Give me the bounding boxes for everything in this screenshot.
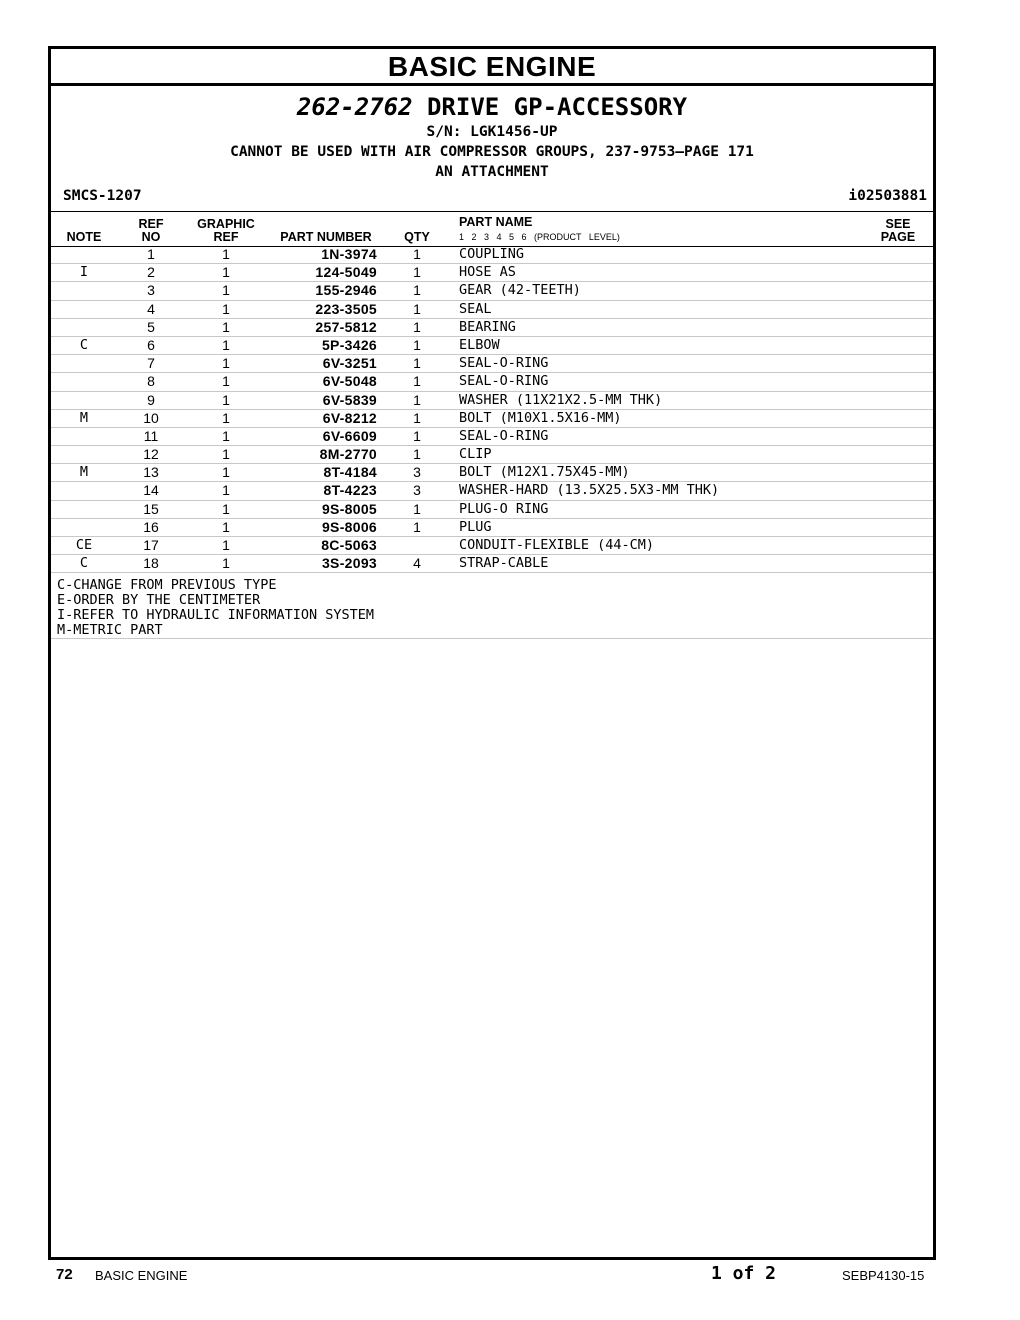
row-part-name: PLUG-O RING [459,500,549,517]
row-ref-no: 17 [143,537,159,553]
row-graphic-ref: 1 [222,409,230,426]
row-part-number: 1N-3974 [321,246,377,262]
row-graphic-ref: 1 [222,482,230,499]
col-qty: QTY [404,230,430,244]
row-ref-no: 18 [143,555,159,572]
section-title: BASIC ENGINE [51,49,933,86]
row-part-name: HOSE AS [459,264,516,281]
row-graphic-ref: 1 [222,537,230,553]
row-qty: 1 [413,355,421,372]
row-part-number: 257-5812 [315,318,377,335]
col-part-name: PART NAME [459,215,533,229]
row-graphic-ref: 1 [222,300,230,317]
row-ref-no: 14 [143,482,159,499]
notes-divider [51,638,933,639]
row-ref-no: 10 [143,409,159,426]
table-row [51,264,933,282]
row-part-name: WASHER (11X21X2.5-MM THK) [459,391,663,408]
row-part-name: CONDUIT-FLEXIBLE (44-CM) [459,537,655,553]
footer-sheet: 1 of 2 [711,1263,777,1284]
row-note: C [79,336,89,353]
row-graphic-ref: 1 [222,318,230,335]
row-part-name: BOLT (M12X1.75X45-MM) [459,464,630,481]
illustration-id: i02503881 [848,188,927,204]
row-graphic-ref: 1 [222,427,230,444]
row-part-number: 6V-5048 [322,373,377,390]
row-part-name: SEAL-O-RING [459,355,549,372]
row-graphic-ref: 1 [222,336,230,353]
row-qty: 1 [413,446,421,463]
row-part-number: 6V-6609 [322,427,377,444]
table-row [51,282,933,300]
table-row [51,410,933,428]
row-graphic-ref: 1 [222,373,230,390]
table-row [51,246,933,264]
row-ref-no: 15 [143,500,159,517]
row-part-number: 6V-3251 [322,355,377,372]
row-part-name: ELBOW [459,336,500,353]
row-ref-no: 2 [147,264,155,281]
table-row [51,519,933,537]
col-ref-bottom: NO [141,230,161,244]
row-graphic-ref: 1 [222,355,230,372]
col-part-number: PART NUMBER [280,230,372,244]
group-name: DRIVE GP-ACCESSORY [426,93,688,121]
row-ref-no: 7 [147,355,155,372]
table-row [51,373,933,391]
row-qty: 1 [413,282,421,299]
row-part-name: BEARING [459,318,516,335]
group-type: AN ATTACHMENT [435,164,549,180]
table-row [51,482,933,500]
usage-caution: CANNOT BE USED WITH AIR COMPRESSOR GROUPS, 237-9753—PAGE 171 [230,144,754,160]
row-graphic-ref: 1 [222,246,230,262]
note-metric: M-METRIC PART [57,622,163,638]
table-row [51,319,933,337]
row-graphic-ref: 1 [222,264,230,281]
row-ref-no: 13 [143,464,159,481]
row-qty: 1 [413,373,421,390]
row-qty: 3 [413,464,421,481]
row-qty: 1 [413,336,421,353]
row-note: I [79,264,89,281]
row-note: CE [75,537,93,553]
row-ref-no: 3 [147,282,155,299]
row-ref-no: 16 [143,518,159,535]
row-part-number: 5P-3426 [321,336,377,353]
row-ref-no: 12 [143,446,159,463]
col-ref-top: REF [138,217,164,231]
row-part-number: 6V-8212 [322,409,377,426]
row-part-name: PLUG [459,518,492,535]
row-part-name: COUPLING [459,246,525,262]
notes-legend [57,578,374,638]
row-qty: 4 [413,555,421,572]
row-ref-no: 4 [147,300,155,317]
row-part-name: SEAL-O-RING [459,427,549,444]
col-see-top: SEE [885,217,911,231]
row-part-name: SEAL [459,300,492,317]
row-part-number: 6V-5839 [322,391,377,408]
footer-publication: SEBP4130-15 [842,1268,925,1283]
row-qty: 1 [413,427,421,444]
footer-page-number: 72 [56,1266,73,1283]
row-qty: 1 [413,300,421,317]
row-graphic-ref: 1 [222,555,230,572]
row-qty: 1 [413,264,421,281]
row-graphic-ref: 1 [222,500,230,517]
row-ref-no: 9 [147,391,155,408]
note-hydraulic: I-REFER TO HYDRAULIC INFORMATION SYSTEM [57,607,374,623]
col-see-bottom: PAGE [880,230,916,244]
note-change: C-CHANGE FROM PREVIOUS TYPE [57,577,277,593]
col-graphic-bottom: REF [213,230,239,244]
row-qty: 1 [413,500,421,517]
row-part-name: CLIP [459,446,492,463]
row-part-name: BOLT (M10X1.5X16-MM) [459,409,622,426]
group-heading [51,93,933,121]
table-row [51,446,933,464]
row-part-number: 8C-5063 [321,537,377,553]
row-graphic-ref: 1 [222,464,230,481]
serial-range: S/N: LGK1456-UP [426,124,558,140]
row-part-name: STRAP-CABLE [459,555,549,572]
parts-table-body [51,246,933,573]
row-ref-no: 6 [147,336,155,353]
row-part-number: 3S-2093 [321,555,377,572]
row-part-number: 9S-8005 [321,500,377,517]
group-part-number: 262-2762 [296,93,413,121]
row-qty: 1 [413,318,421,335]
row-qty: 1 [413,409,421,426]
row-qty: 1 [413,246,421,262]
row-ref-no: 8 [147,373,155,390]
row-graphic-ref: 1 [222,518,230,535]
row-note: M [79,464,89,481]
row-note: C [79,555,89,572]
col-graphic-top: GRAPHIC [197,217,255,231]
row-part-number: 155-2946 [315,282,377,299]
row-part-number: 124-5049 [315,264,377,281]
footer-section: BASIC ENGINE [95,1268,188,1283]
row-graphic-ref: 1 [222,282,230,299]
row-note: M [79,409,89,426]
table-header [51,211,933,247]
row-part-name: SEAL-O-RING [459,373,549,390]
table-row [51,428,933,446]
row-part-number: 223-3505 [315,300,377,317]
row-qty: 1 [413,518,421,535]
table-row [51,392,933,410]
product-levels: 1 2 3 4 5 6 (PRODUCT LEVEL) [459,232,620,242]
row-ref-no: 11 [143,427,159,444]
row-qty: 1 [413,391,421,408]
table-row [51,555,933,573]
table-row [51,301,933,319]
row-part-number: 8T-4184 [323,464,377,481]
note-centimeter: E-ORDER BY THE CENTIMETER [57,592,261,608]
col-note: NOTE [66,230,102,244]
table-row [51,337,933,355]
row-ref-no: 1 [147,246,155,262]
table-row [51,501,933,519]
row-part-name: GEAR (42-TEETH) [459,282,581,299]
table-row [51,537,933,555]
row-graphic-ref: 1 [222,391,230,408]
row-qty: 3 [413,482,421,499]
page-frame [48,46,936,1260]
row-ref-no: 5 [147,318,155,335]
row-part-number: 9S-8006 [321,518,377,535]
table-row [51,464,933,482]
row-part-name: WASHER-HARD (13.5X25.5X3-MM THK) [459,482,720,499]
row-part-number: 8T-4223 [323,482,377,499]
smcs-code: SMCS-1207 [63,188,142,204]
table-row [51,355,933,373]
row-graphic-ref: 1 [222,446,230,463]
row-part-number: 8M-2770 [319,446,377,463]
